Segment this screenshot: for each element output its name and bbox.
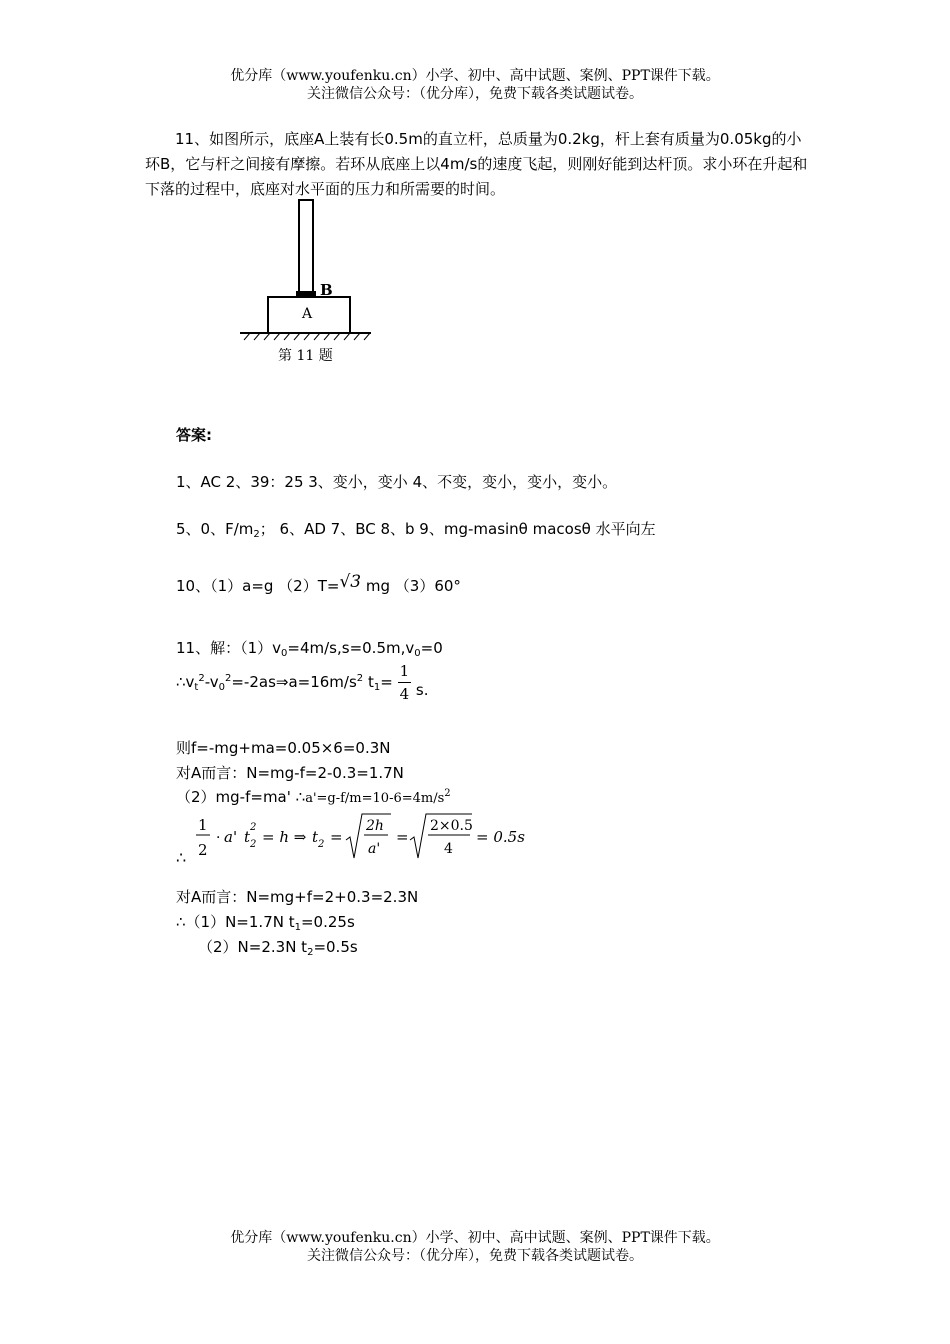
root2-den: 4	[444, 841, 453, 857]
solution-11-line-4: 对A而言：N=mg-f=2-0.3=1.7N	[176, 764, 404, 782]
figure-caption: 第 11 题	[278, 348, 333, 364]
footer-line-1: 优分库（www.youfenku.cn）小学、初中、高中试题、案例、PPT课件下载。	[230, 1230, 720, 1246]
s11-2-sup2: 2	[224, 672, 232, 684]
half-num: 1	[198, 816, 208, 834]
answer-line-10	[176, 572, 461, 596]
s11-9-a: （2）N=2.3N t	[198, 938, 308, 956]
header-line-1: 优分库（www.youfenku.cn）小学、初中、高中试题、案例、PPT课件下载。	[230, 68, 720, 84]
eq-1: =	[330, 828, 343, 846]
frac-num: 1	[398, 660, 412, 683]
half-den: 2	[198, 841, 208, 859]
solution-11-line-3: 则f=-mg+ma=0.05×6=0.3N	[176, 739, 391, 757]
t2-sup: 2	[250, 822, 257, 833]
formula-svg	[176, 810, 536, 870]
question-11-body: 11、如图所示，底座A上装有长0.5m的直立杆，总质量为0.2kg，杆上套有质量为0.05kg的小环B，它与杆之间接有摩擦。若环从底座上以4m/s的速度飞起，则刚好能到达杆顶。求小环在升起和下落的过程中，底座对水平面的压力和所需要的时间。	[145, 130, 808, 198]
page-header	[0, 67, 950, 103]
a-prime: a'	[224, 828, 238, 846]
solution-11-line-8	[176, 911, 355, 933]
answer-5-text: 5、0、F/m	[176, 520, 254, 538]
s11-2-c: =-2as⇒a=16m/s	[231, 672, 357, 691]
s11-5-sup: 2	[444, 788, 451, 799]
t2: t	[244, 828, 251, 846]
solution-11-line-9	[198, 936, 358, 958]
s11-2-f: s.	[415, 680, 429, 699]
eq-2: =	[396, 828, 409, 846]
answer-10-part1: 10、（1）a=g （2）T=	[176, 577, 340, 595]
question-11-figure	[238, 198, 373, 368]
eq-h: = h ⇒	[262, 828, 307, 846]
s11-1-sub2: 0	[414, 648, 421, 659]
fraction-one-quarter	[398, 660, 412, 705]
s11-1-sub1: 0	[281, 648, 288, 659]
kinematics-formula	[176, 810, 536, 874]
s11-5-a: （2）mg-f=ma' ∴	[176, 788, 306, 806]
root1-den: a'	[368, 841, 381, 857]
footer-line-2: 关注微信公众号：（优分库），免费下载各类试题试卷。	[307, 1248, 643, 1264]
therefore-symbol: ∴	[176, 848, 187, 867]
answers-title: 答案:	[176, 426, 212, 444]
s11-8-b: =0.25s	[300, 913, 355, 931]
s11-1-a: 11、解：（1）v	[176, 639, 282, 657]
s11-2-sub2: 0	[218, 681, 225, 693]
s11-2-b: -v	[204, 672, 219, 691]
s11-5-b: a'=g-f/m=10-6=4m/s	[305, 791, 445, 806]
answer-line-1: 1、AC 2、39：25 3、变小，变小 4、不变，变小，变小，变小。	[176, 473, 618, 491]
answer-6-9-text: ； 6、AD 7、BC 8、b 9、mg-masinθ macosθ 水平向左	[259, 520, 656, 538]
s11-2-sub3: 1	[373, 681, 381, 693]
frac-den: 4	[399, 685, 410, 703]
label-a: A	[302, 306, 313, 322]
s11-9-b: =0.5s	[313, 938, 358, 956]
ground-hatch	[244, 333, 370, 340]
solution-11-line-1	[176, 637, 443, 659]
s11-2-sup1: 2	[198, 672, 205, 684]
vertical-rod	[299, 200, 313, 294]
t-lhs: t	[312, 828, 319, 846]
answer-line-2	[176, 518, 656, 540]
s11-2-sub1: t	[194, 681, 199, 693]
s11-8-a: ∴（1）N=1.7N t	[176, 913, 295, 931]
root1-num: 2h	[366, 818, 384, 834]
s11-9-sub: 2	[307, 947, 314, 958]
t-lhs-sub: 2	[318, 839, 325, 850]
figure-drawing	[238, 198, 373, 368]
s11-2-a: ∴v	[176, 672, 195, 691]
s11-2-sup3: 2	[356, 672, 364, 684]
formula-result: = 0.5s	[476, 828, 525, 846]
header-line-2: 关注微信公众号：（优分库），免费下载各类试题试卷。	[307, 86, 643, 102]
s11-2-left	[176, 673, 393, 693]
sqrt-3: √3	[339, 572, 362, 592]
s11-1-c: =0	[420, 639, 443, 657]
page-footer	[0, 1229, 950, 1265]
solution-11-line-7: 对A而言：N=mg+f=2+0.3=2.3N	[176, 888, 419, 906]
answer-5-subscript: 2	[253, 529, 260, 540]
s11-8-sub: 1	[294, 922, 301, 933]
answer-10-part2: mg （3）60°	[361, 577, 461, 595]
solution-11-line-2	[176, 660, 428, 705]
s11-1-b: =4m/s,s=0.5m,v	[287, 639, 415, 657]
svg-text:·: ·	[216, 830, 221, 846]
t2-sub: 2	[250, 839, 257, 850]
s11-2-d: t	[363, 672, 374, 691]
root2-num: 2×0.5	[430, 818, 473, 834]
question-11-text	[145, 127, 810, 202]
label-b: B	[320, 281, 333, 299]
s11-2-e: =	[380, 672, 393, 691]
solution-11-line-5	[176, 786, 451, 807]
